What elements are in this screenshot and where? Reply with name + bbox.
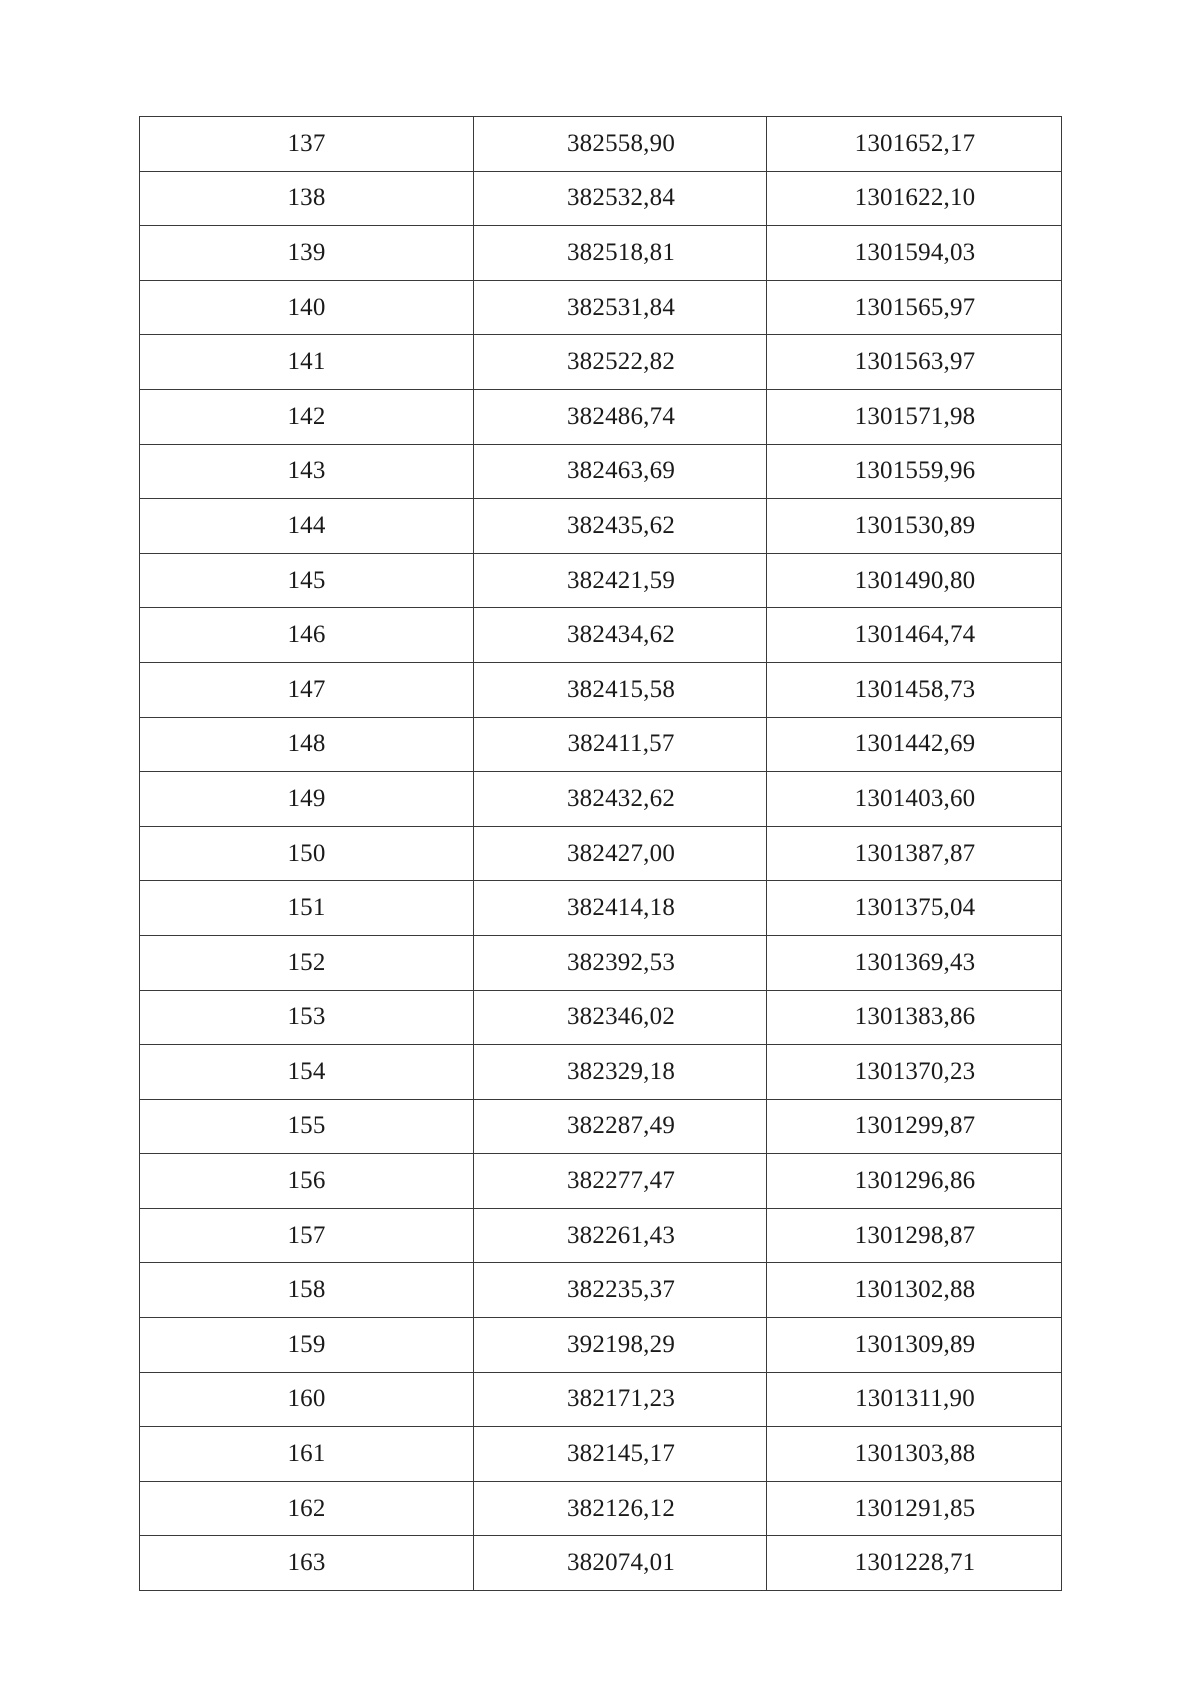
point-number-cell: 151 — [140, 881, 474, 936]
x-coordinate-cell: 382532,84 — [474, 171, 767, 226]
point-number-cell: 146 — [140, 608, 474, 663]
table-row — [140, 280, 1062, 335]
y-coordinate-cell: 1301369,43 — [767, 935, 1062, 990]
x-coordinate-cell: 382432,62 — [474, 772, 767, 827]
x-coordinate-cell: 382518,81 — [474, 226, 767, 281]
table-row — [140, 881, 1062, 936]
y-coordinate-cell: 1301302,88 — [767, 1263, 1062, 1318]
point-number-cell: 156 — [140, 1154, 474, 1209]
x-coordinate-cell: 382392,53 — [474, 935, 767, 990]
point-number-cell: 143 — [140, 444, 474, 499]
point-number-cell: 147 — [140, 662, 474, 717]
x-coordinate-cell: 382463,69 — [474, 444, 767, 499]
x-coordinate-cell: 382235,37 — [474, 1263, 767, 1318]
y-coordinate-cell: 1301622,10 — [767, 171, 1062, 226]
y-coordinate-cell: 1301228,71 — [767, 1536, 1062, 1591]
table-row — [140, 1208, 1062, 1263]
x-coordinate-cell: 382145,17 — [474, 1427, 767, 1482]
y-coordinate-cell: 1301291,85 — [767, 1481, 1062, 1536]
y-coordinate-cell: 1301296,86 — [767, 1154, 1062, 1209]
point-number-cell: 149 — [140, 772, 474, 827]
x-coordinate-cell: 382126,12 — [474, 1481, 767, 1536]
x-coordinate-cell: 392198,29 — [474, 1318, 767, 1373]
y-coordinate-cell: 1301563,97 — [767, 335, 1062, 390]
table-row — [140, 1045, 1062, 1100]
table-row — [140, 171, 1062, 226]
table-row — [140, 990, 1062, 1045]
table-row — [140, 117, 1062, 172]
y-coordinate-cell: 1301311,90 — [767, 1372, 1062, 1427]
table-row — [140, 444, 1062, 499]
x-coordinate-cell: 382486,74 — [474, 389, 767, 444]
point-number-cell: 163 — [140, 1536, 474, 1591]
x-coordinate-cell: 382415,58 — [474, 662, 767, 717]
point-number-cell: 153 — [140, 990, 474, 1045]
x-coordinate-cell: 382329,18 — [474, 1045, 767, 1100]
point-number-cell: 148 — [140, 717, 474, 772]
y-coordinate-cell: 1301652,17 — [767, 117, 1062, 172]
y-coordinate-cell: 1301530,89 — [767, 499, 1062, 554]
table-row — [140, 335, 1062, 390]
table-row — [140, 1372, 1062, 1427]
table-row — [140, 772, 1062, 827]
table-row — [140, 826, 1062, 881]
table-row — [140, 662, 1062, 717]
table-row — [140, 1481, 1062, 1536]
y-coordinate-cell: 1301565,97 — [767, 280, 1062, 335]
y-coordinate-cell: 1301464,74 — [767, 608, 1062, 663]
x-coordinate-cell: 382411,57 — [474, 717, 767, 772]
y-coordinate-cell: 1301387,87 — [767, 826, 1062, 881]
y-coordinate-cell: 1301442,69 — [767, 717, 1062, 772]
y-coordinate-cell: 1301458,73 — [767, 662, 1062, 717]
y-coordinate-cell: 1301571,98 — [767, 389, 1062, 444]
point-number-cell: 152 — [140, 935, 474, 990]
point-number-cell: 155 — [140, 1099, 474, 1154]
x-coordinate-cell: 382522,82 — [474, 335, 767, 390]
x-coordinate-cell: 382074,01 — [474, 1536, 767, 1591]
table-row — [140, 935, 1062, 990]
x-coordinate-cell: 382558,90 — [474, 117, 767, 172]
point-number-cell: 154 — [140, 1045, 474, 1100]
x-coordinate-cell: 382277,47 — [474, 1154, 767, 1209]
table-row — [140, 1263, 1062, 1318]
x-coordinate-cell: 382346,02 — [474, 990, 767, 1045]
point-number-cell: 160 — [140, 1372, 474, 1427]
x-coordinate-cell: 382421,59 — [474, 553, 767, 608]
table-row — [140, 1427, 1062, 1482]
table-row — [140, 389, 1062, 444]
y-coordinate-cell: 1301299,87 — [767, 1099, 1062, 1154]
x-coordinate-cell: 382171,23 — [474, 1372, 767, 1427]
y-coordinate-cell: 1301594,03 — [767, 226, 1062, 281]
point-number-cell: 159 — [140, 1318, 474, 1373]
point-number-cell: 157 — [140, 1208, 474, 1263]
y-coordinate-cell: 1301403,60 — [767, 772, 1062, 827]
y-coordinate-cell: 1301559,96 — [767, 444, 1062, 499]
x-coordinate-cell: 382435,62 — [474, 499, 767, 554]
table-row — [140, 1154, 1062, 1209]
table-row — [140, 226, 1062, 281]
y-coordinate-cell: 1301298,87 — [767, 1208, 1062, 1263]
point-number-cell: 162 — [140, 1481, 474, 1536]
table-row — [140, 1318, 1062, 1373]
coordinates-table-body — [140, 117, 1062, 1591]
table-row — [140, 1099, 1062, 1154]
x-coordinate-cell: 382531,84 — [474, 280, 767, 335]
point-number-cell: 142 — [140, 389, 474, 444]
point-number-cell: 137 — [140, 117, 474, 172]
point-number-cell: 145 — [140, 553, 474, 608]
point-number-cell: 141 — [140, 335, 474, 390]
point-number-cell: 138 — [140, 171, 474, 226]
y-coordinate-cell: 1301383,86 — [767, 990, 1062, 1045]
point-number-cell: 161 — [140, 1427, 474, 1482]
point-number-cell: 140 — [140, 280, 474, 335]
table-row — [140, 608, 1062, 663]
point-number-cell: 139 — [140, 226, 474, 281]
point-number-cell: 150 — [140, 826, 474, 881]
point-number-cell: 158 — [140, 1263, 474, 1318]
x-coordinate-cell: 382261,43 — [474, 1208, 767, 1263]
table-row — [140, 553, 1062, 608]
y-coordinate-cell: 1301309,89 — [767, 1318, 1062, 1373]
point-number-cell: 144 — [140, 499, 474, 554]
y-coordinate-cell: 1301370,23 — [767, 1045, 1062, 1100]
x-coordinate-cell: 382427,00 — [474, 826, 767, 881]
x-coordinate-cell: 382434,62 — [474, 608, 767, 663]
table-row — [140, 499, 1062, 554]
y-coordinate-cell: 1301375,04 — [767, 881, 1062, 936]
x-coordinate-cell: 382414,18 — [474, 881, 767, 936]
table-row — [140, 717, 1062, 772]
x-coordinate-cell: 382287,49 — [474, 1099, 767, 1154]
table-row — [140, 1536, 1062, 1591]
y-coordinate-cell: 1301303,88 — [767, 1427, 1062, 1482]
coordinates-table — [139, 116, 1062, 1591]
y-coordinate-cell: 1301490,80 — [767, 553, 1062, 608]
